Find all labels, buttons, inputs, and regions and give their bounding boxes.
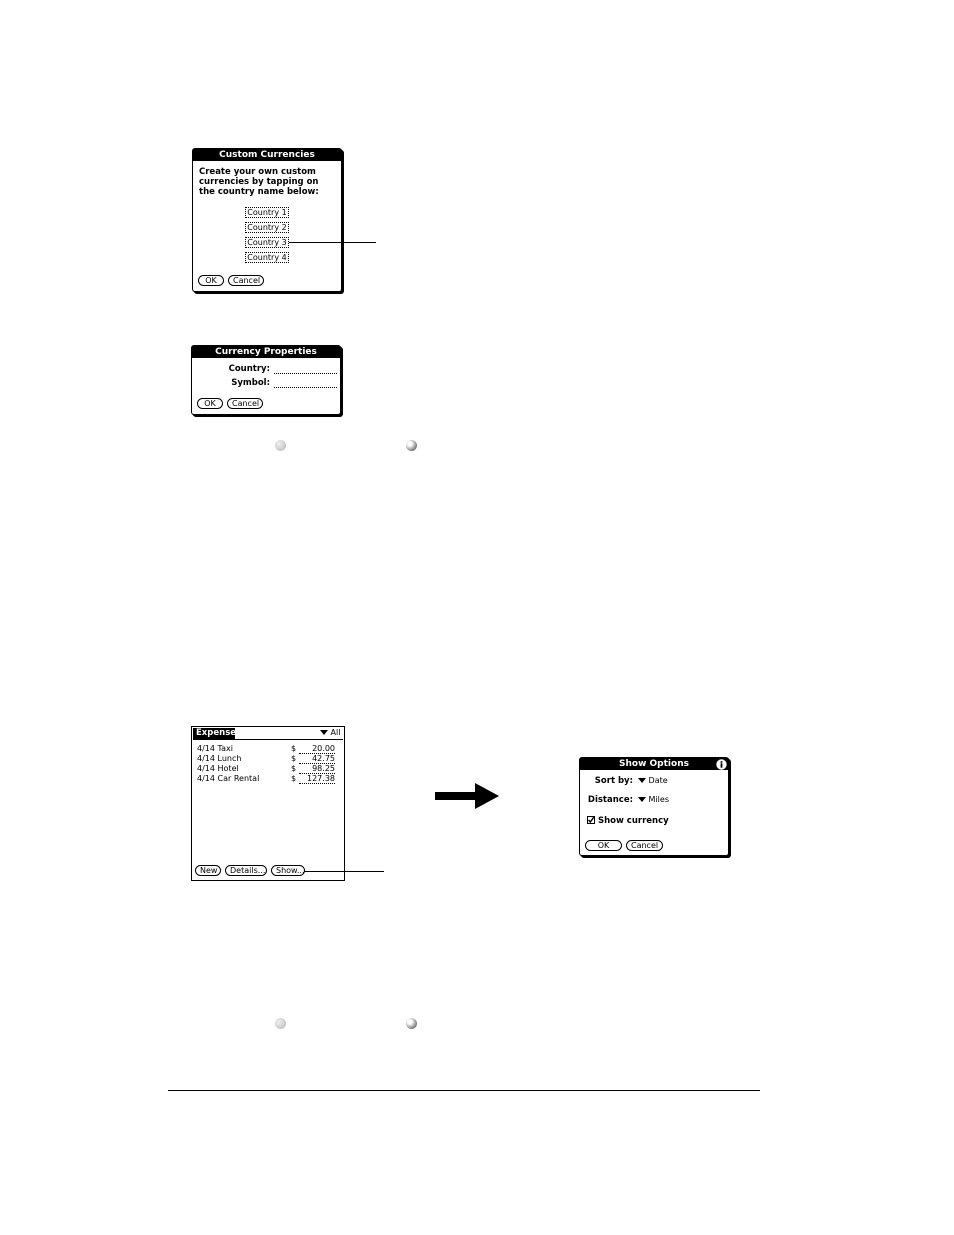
ok-button[interactable]: OK bbox=[585, 840, 622, 851]
dialog-title: Custom Currencies bbox=[193, 149, 341, 161]
table-row[interactable]: 4/14 Lunch $ 42.75 bbox=[197, 754, 335, 763]
sort-by-picker[interactable] bbox=[638, 776, 668, 786]
show-button[interactable]: Show... bbox=[271, 865, 305, 876]
show-options-dialog bbox=[579, 757, 729, 856]
cancel-button[interactable]: Cancel bbox=[227, 398, 263, 409]
title-underline bbox=[193, 739, 343, 740]
info-icon[interactable] bbox=[716, 759, 727, 770]
currency-properties-dialog bbox=[191, 345, 341, 415]
button-icon bbox=[275, 1018, 286, 1029]
category-picker[interactable] bbox=[320, 728, 340, 738]
symbol-field[interactable] bbox=[274, 387, 337, 388]
ok-button[interactable]: OK bbox=[197, 398, 223, 409]
dialog-title: Currency Properties bbox=[192, 346, 340, 358]
country-3-button[interactable]: Country 3 bbox=[245, 237, 289, 248]
arrow-right-icon bbox=[435, 783, 499, 809]
distance-value: Miles bbox=[648, 795, 669, 804]
table-row[interactable]: 4/14 Car Rental $ 127.38 bbox=[197, 774, 335, 783]
expense-list-screen bbox=[191, 726, 345, 881]
footer-divider bbox=[168, 1090, 760, 1091]
show-currency-checkbox[interactable] bbox=[587, 816, 669, 826]
new-button[interactable]: New bbox=[195, 865, 221, 876]
cancel-button[interactable]: Cancel bbox=[626, 840, 663, 851]
sort-by-value: Date bbox=[648, 776, 668, 785]
country-2-button[interactable]: Country 2 bbox=[245, 222, 289, 233]
distance-picker[interactable] bbox=[638, 795, 669, 805]
app-title-tab: Expense bbox=[193, 728, 235, 739]
dropdown-triangle-icon bbox=[638, 778, 646, 783]
button-icon bbox=[406, 1018, 417, 1029]
table-row[interactable]: 4/14 Hotel $ 98.25 bbox=[197, 764, 335, 773]
dialog-title: Show Options bbox=[580, 758, 728, 770]
distance-label: Distance: bbox=[587, 795, 633, 805]
details-button[interactable]: Details... bbox=[225, 865, 267, 876]
ok-button[interactable]: OK bbox=[198, 275, 224, 286]
category-value: All bbox=[330, 728, 341, 737]
country-4-button[interactable]: Country 4 bbox=[245, 252, 289, 263]
dropdown-triangle-icon bbox=[638, 797, 646, 802]
button-icon bbox=[406, 440, 417, 451]
button-icon bbox=[275, 440, 286, 451]
show-currency-label: Show currency bbox=[597, 816, 669, 826]
cancel-button[interactable]: Cancel bbox=[228, 275, 264, 286]
checkbox-icon bbox=[587, 816, 595, 824]
custom-currencies-dialog bbox=[192, 148, 342, 292]
dropdown-triangle-icon bbox=[320, 730, 328, 735]
instructions: Create your own custom currencies by tapping on the country name below: bbox=[199, 167, 319, 197]
country-1-button[interactable]: Country 1 bbox=[245, 207, 289, 218]
callout-line-show bbox=[304, 871, 384, 872]
country-label: Country: bbox=[228, 364, 270, 374]
symbol-label: Symbol: bbox=[231, 378, 270, 388]
country-field[interactable] bbox=[274, 373, 337, 374]
table-row[interactable]: 4/14 Taxi $ 20.00 bbox=[197, 744, 335, 753]
sort-by-label: Sort by: bbox=[594, 776, 633, 786]
callout-line-country bbox=[289, 242, 376, 243]
